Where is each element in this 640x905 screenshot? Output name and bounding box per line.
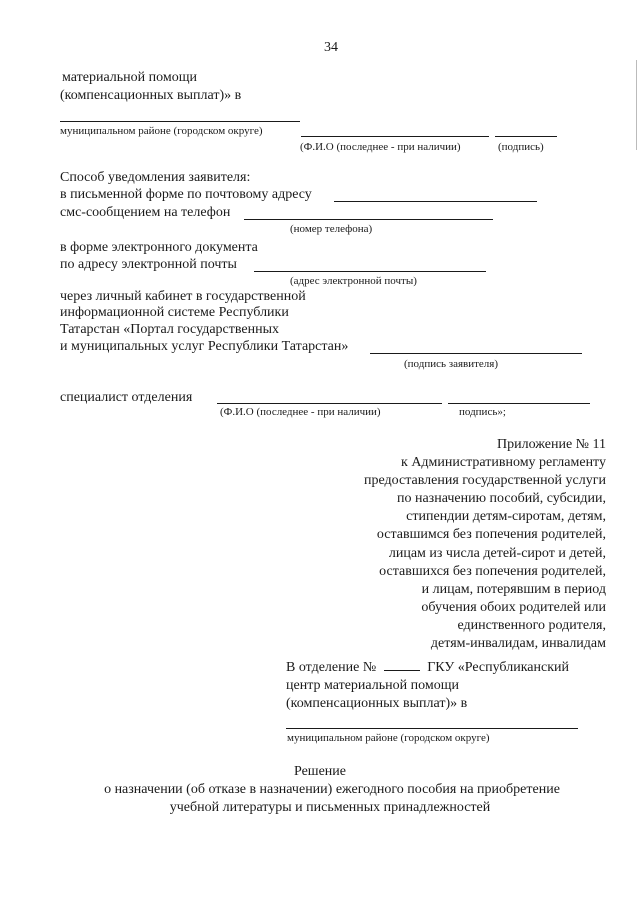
notify-cabinet-3: Татарстан «Портал государственных [60,322,279,337]
district-blank [60,121,300,122]
specialist-label: специалист отделения [60,390,193,405]
specialist-sign-blank [448,403,590,404]
addressee-line-3: (компенсационных выплат)» в [286,696,468,711]
fio-caption: (Ф.И.О (последнее - при наличии) [300,141,461,153]
appendix-line: Приложение № 11 [497,437,606,452]
appendix-line: детям-инвалидам, инвалидам [430,636,606,652]
notify-cabinet-2: информационной системе Республики [60,305,289,320]
specialist-sign-caption: подпись»; [459,406,506,418]
phone-caption: (номер телефона) [290,223,373,235]
addressee-suffix: ГКУ «Республиканский [427,660,569,675]
addressee-district-blank [286,728,578,729]
email-blank [254,271,486,272]
decision-title: Решение [293,764,346,779]
fio-blank [301,136,489,137]
appendix-line: обучения обоих родителей или [421,599,606,615]
email-caption: (адрес электронной почты) [290,275,417,287]
scan-edge [636,60,637,150]
page-number: 34 [324,40,338,55]
appendix-line: по назначению пособий, субсидии, [396,491,606,507]
notify-heading: Способ уведомления заявителя: [60,170,251,185]
appendix-line: лицам из числа детей-сирот и детей, [388,545,606,561]
specialist-fio-caption: (Ф.И.О (последнее - при наличии) [220,406,381,418]
addressee-prefix: В отделение № [286,660,377,675]
appendix-line: оставшихся без попечения родителей, [379,563,606,579]
notify-edoc-1: в форме электронного документа [60,240,258,255]
postal-blank [334,201,537,202]
decision-line-1: о назначении (об отказе в назначении) ежегодного пособия на приобретение [104,782,560,797]
applicant-sign-caption: (подпись заявителя) [404,358,499,370]
applicant-sign-blank [370,353,582,354]
top-line-1: материальной помощи [62,70,197,85]
department-number-blank [384,670,420,671]
notify-sms: смс-сообщением на телефон [60,205,231,220]
district-caption: муниципальном районе (городском округе) [60,125,263,137]
notify-edoc-2: по адресу электронной почты [60,257,237,272]
appendix-line: стипендии детям-сиротам, детям, [406,509,606,525]
appendix-block [364,436,606,653]
appendix-line: оставшимся без попечения родителей, [376,527,606,543]
signature-blank [495,136,557,137]
appendix-line: предоставления государственной услуги [364,473,606,489]
appendix-line: и лицам, потерявшим в период [421,581,606,597]
notify-cabinet-4: и муниципальных услуг Республики Татарстан» [60,339,349,354]
appendix-line: к Административному регламенту [401,455,606,471]
addressee-district-caption: муниципальном районе (городском округе) [287,732,490,744]
notify-cabinet-1: через личный кабинет в государственной [60,289,306,304]
specialist-fio-blank [217,403,442,404]
addressee-line-1 [286,660,569,676]
decision-line-2: учебной литературы и письменных принадлежностей [169,800,491,815]
appendix-line: единственного родителя, [457,617,606,633]
phone-blank [244,219,493,220]
addressee-line-2: центр материальной помощи [286,678,459,693]
top-line-2: (компенсационных выплат)» в [60,88,242,103]
signature-caption: (подпись) [498,141,544,153]
notify-postal: в письменной форме по почтовому адресу [60,187,312,202]
